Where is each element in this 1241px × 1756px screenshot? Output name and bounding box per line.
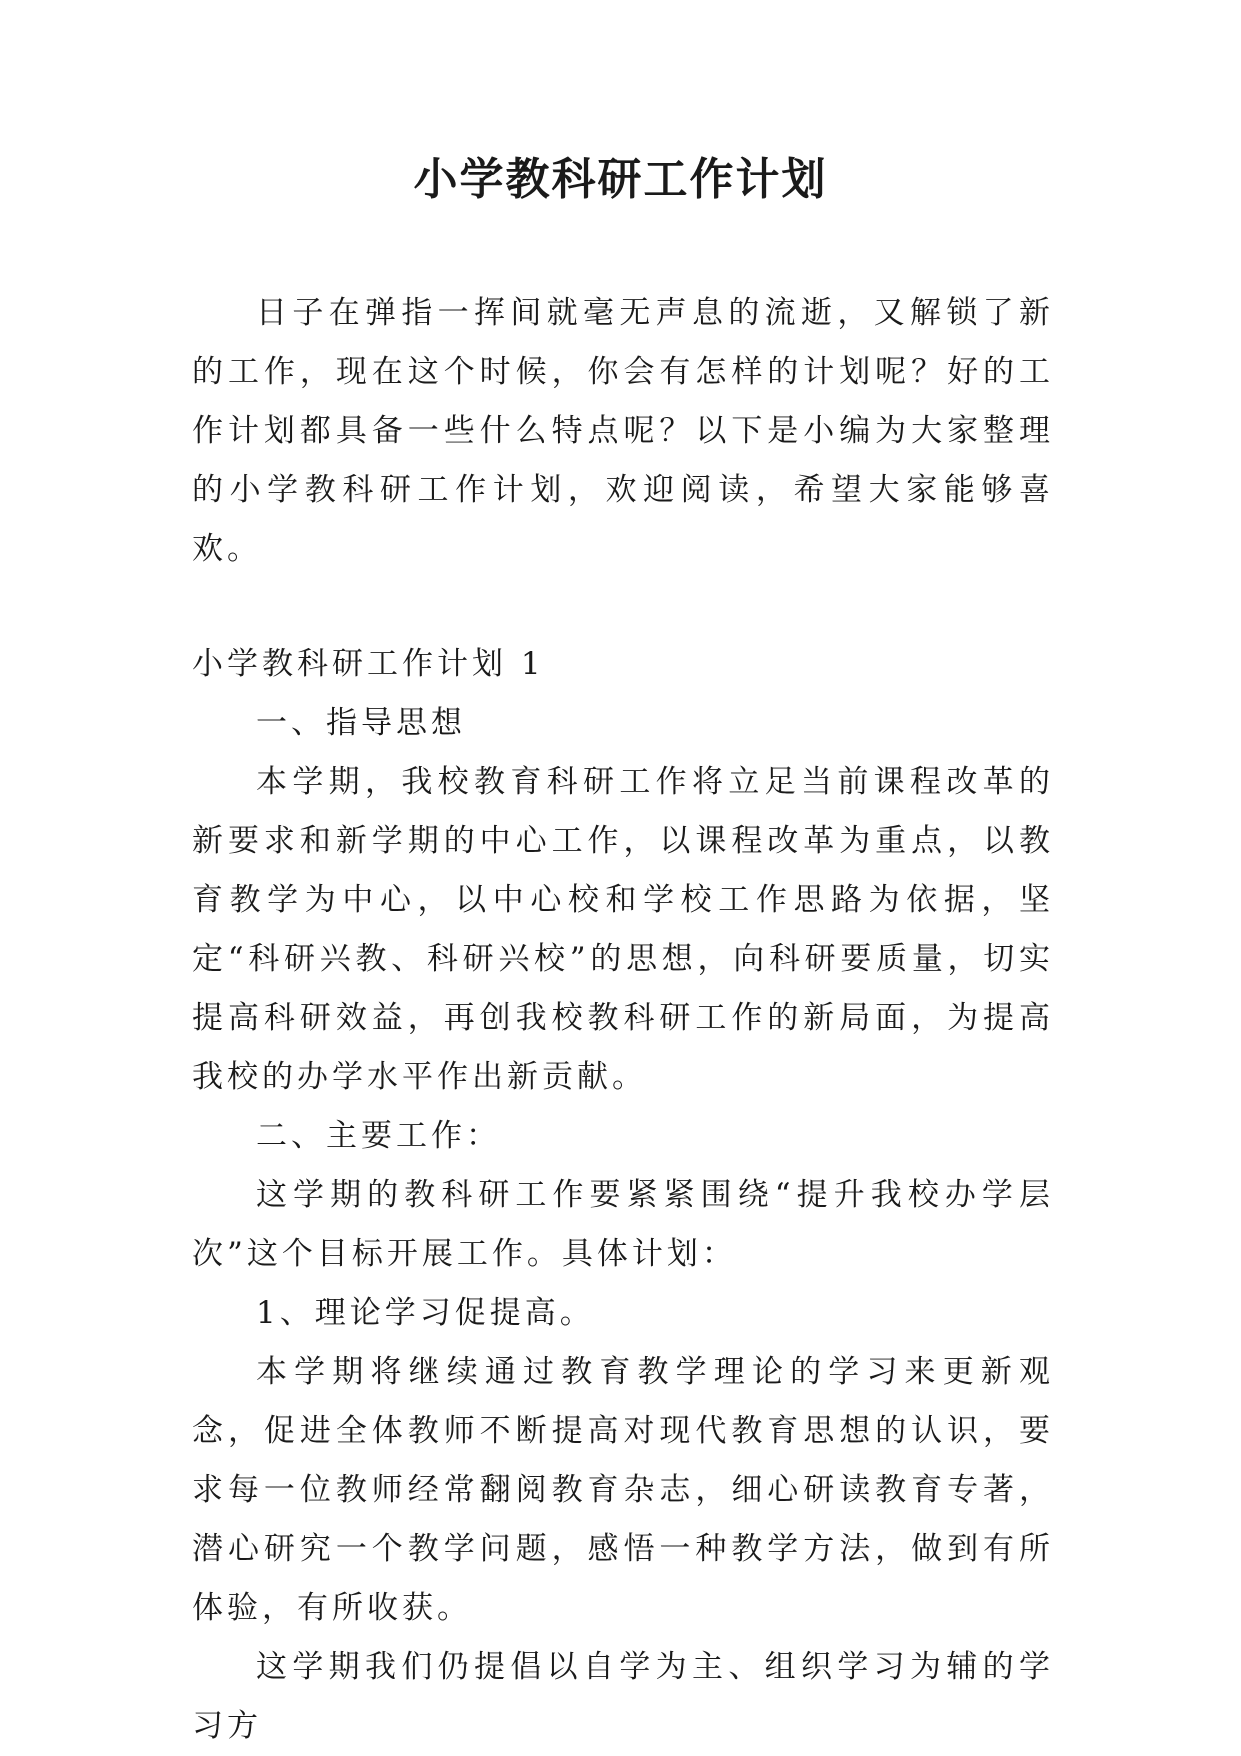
paragraph-study-method: 这学期我们仍提倡以自学为主、组织学习为辅的学习方 — [192, 1649, 1054, 1744]
paragraph-main-work: 这学期的教科研工作要紧紧围绕“提升我校办学层次”这个目标开展工作。具体计划： — [192, 1177, 1054, 1272]
intro-paragraph: 日子在弹指一挥间就毫无声息的流逝，又解锁了新的工作，现在这个时候，你会有怎样的计划呢？好的工作计划都具备一些什么特点呢？以下是小编为大家整理的小学教科研工作计划，欢迎阅读，希望大家能够喜欢。 — [192, 295, 1054, 567]
heading-theory-study: 1、理论学习促提高。 — [256, 1295, 595, 1331]
document-body — [192, 284, 1054, 1756]
paragraph-theory-study: 本学期将继续通过教育教学理论的学习来更新观念，促进全体教师不断提高对现代教育思想的认识，要求每一位教师经常翻阅教育杂志，细心研读教育专著，潜心研究一个教学问题，感悟一种教学方法，做到有所体验，有所收获。 — [192, 1354, 1054, 1626]
section-title: 小学教科研工作计划 1 — [192, 646, 545, 682]
document-title: 小学教科研工作计划 — [413, 154, 828, 205]
paragraph-guiding-thought: 本学期，我校教育科研工作将立足当前课程改革的新要求和新学期的中心工作，以课程改革为重点，以教育教学为中心，以中心校和学校工作思路为依据，坚定“科研兴教、科研兴校”的思想，向科研要质量，切实提高科研效益，再创我校教科研工作的新局面，为提高我校的办学水平作出新贡献。 — [192, 764, 1054, 1095]
heading-main-work: 二、主要工作： — [256, 1118, 501, 1154]
heading-guiding-thought: 一、指导思想 — [256, 705, 466, 741]
